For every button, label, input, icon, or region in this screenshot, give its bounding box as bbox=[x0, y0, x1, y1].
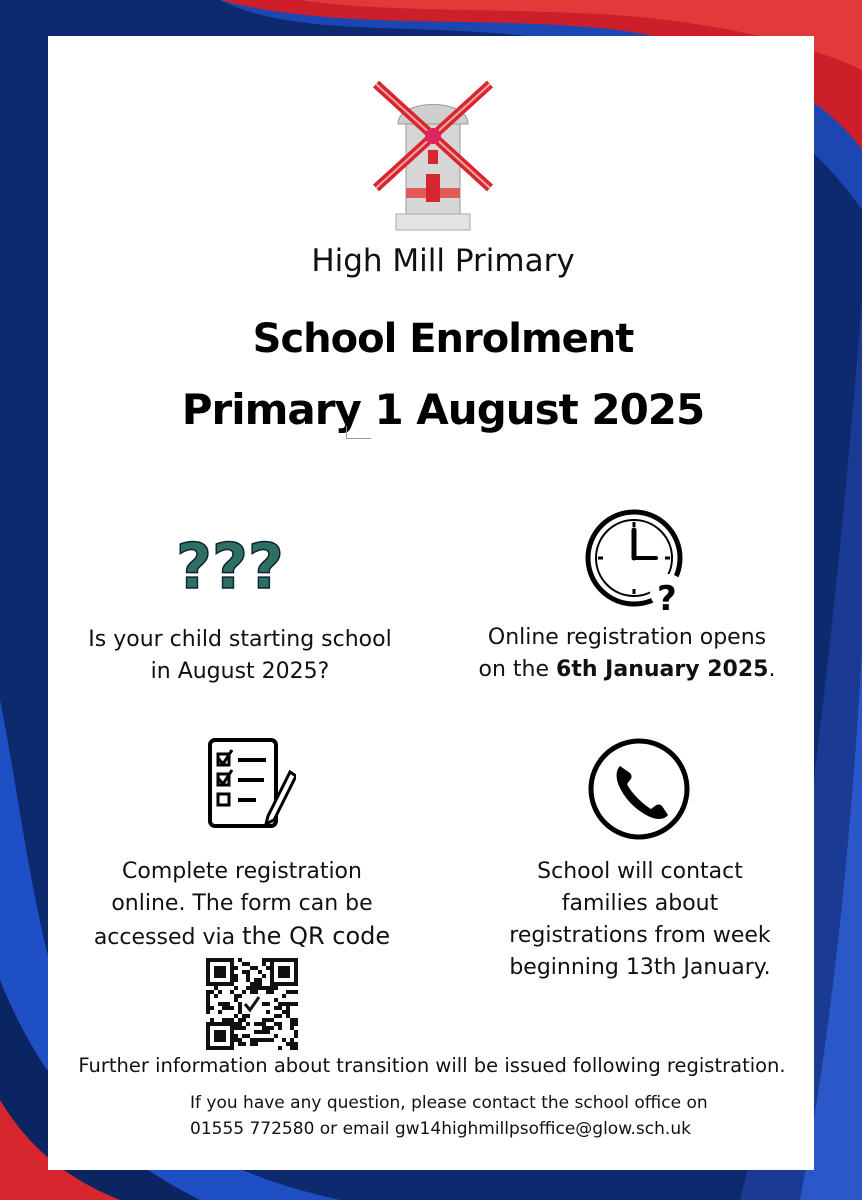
contact-information bbox=[190, 1090, 770, 1142]
section-1-text bbox=[60, 624, 420, 688]
school-name: High Mill Primary bbox=[311, 243, 575, 279]
clock-question-icon bbox=[584, 508, 692, 616]
registration-qr-code[interactable] bbox=[206, 958, 298, 1050]
section-3-line-3 bbox=[62, 920, 422, 954]
section-4-line-3: registrations from week bbox=[509, 923, 771, 948]
section-2-suffix: . bbox=[768, 657, 776, 682]
section-2-line-1: Online registration opens bbox=[487, 625, 767, 650]
qr-code-reference: the QR code bbox=[242, 922, 391, 950]
cursor-mark bbox=[346, 426, 371, 439]
section-2-line-2 bbox=[452, 654, 802, 686]
section-4-line-2: families about bbox=[561, 891, 719, 916]
section-4-line-4: beginning 13th January. bbox=[509, 955, 771, 980]
section-2-text bbox=[452, 622, 802, 686]
windmill-logo bbox=[368, 78, 498, 234]
section-4-text bbox=[482, 856, 798, 984]
svg-text:???: ??? bbox=[176, 530, 284, 594]
section-3-line-1: Complete registration bbox=[122, 859, 362, 884]
section-3-text bbox=[62, 856, 422, 954]
section-3-line-2: online. The form can be bbox=[111, 891, 373, 916]
contact-line-1: If you have any question, please contact the school office on bbox=[190, 1093, 708, 1113]
question-marks-icon bbox=[176, 530, 300, 594]
phone-icon bbox=[586, 736, 692, 842]
contact-line-2[interactable]: 01555 772580 or email gw14highmillpsoffice@glow.sch.uk bbox=[190, 1119, 691, 1139]
section-1-line-2: in August 2025? bbox=[150, 659, 330, 684]
checklist-pencil-icon bbox=[206, 736, 296, 830]
further-information: Further information about transition will be issued following registration. bbox=[78, 1054, 786, 1077]
page-title: School Enrolment bbox=[252, 316, 634, 362]
svg-text:?: ? bbox=[657, 579, 677, 616]
section-2-prefix: on the bbox=[478, 657, 557, 682]
section-3-prefix: accessed via bbox=[93, 925, 243, 950]
section-4-line-1: School will contact bbox=[537, 859, 743, 884]
page-subtitle: Primary 1 August 2025 bbox=[181, 385, 705, 434]
registration-date: 6th January 2025 bbox=[556, 657, 769, 682]
section-1-line-1: Is your child starting school bbox=[88, 627, 392, 652]
